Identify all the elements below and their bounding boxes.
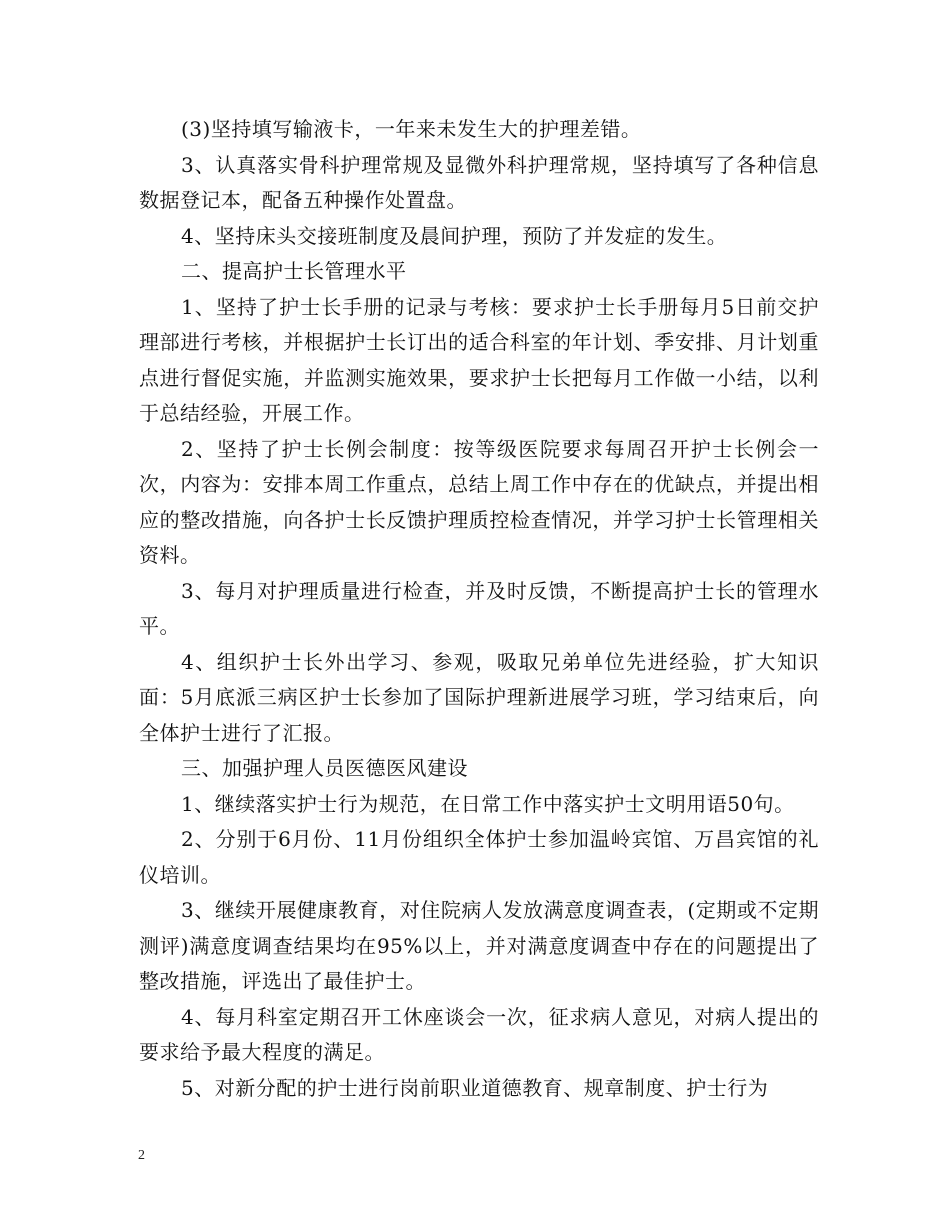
paragraph-7: 3、每月对护理质量进行检查，并及时反馈，不断提高护士长的管理水平。 [139,578,819,638]
paragraph-11: 2、分别于6月份、11月份组织全体护士参加温岭宾馆、万昌宾馆的礼仪培训。 [139,827,819,887]
paragraph-5: 1、坚持了护士长手册的记录与考核：要求护士长手册每月5日前交护理部进行考核，并根据护士长订出的适合科室的年计划、季安排、月计划重点进行督促实施，并监测实施效果，要求护士长把每月工作做一小结，以利于总结经验，开展工作。 [139,294,819,425]
paragraph-13: 4、每月科室定期召开工休座谈会一次，征求病人意见，对病人提出的要求给予最大程度的满足。 [139,1004,819,1064]
paragraph-10: 1、继续落实护士行为规范，在日常工作中落实护士文明用语50句。 [181,791,795,816]
paragraph-3: 4、坚持床头交接班制度及晨间护理，预防了并发症的发生。 [181,223,728,248]
paragraph-14: 5、对新分配的护士进行岗前职业道德教育、规章制度、护士行为 [181,1075,769,1100]
document-body [139,112,819,1106]
paragraph-8: 4、组织护士长外出学习、参观，吸取兄弟单位先进经验，扩大知识面：5月底派三病区护士长参加了国际护理新进展学习班，学习结束后，向全体护士进行了汇报。 [139,649,819,745]
page-number: 2 [138,1148,145,1163]
section-heading-3: 三、加强护理人员医德医风建设 [181,756,468,780]
paragraph-2: 3、认真落实骨科护理常规及显微外科护理常规，坚持填写了各种信息数据登记本，配备五种操作处置盘。 [139,152,819,212]
paragraph-12: 3、继续开展健康教育，对住院病人发放满意度调查表，(定期或不定期测评)满意度调查结果均在95%以上，并对满意度调查中存在的问题提出了整改措施，评选出了最佳护士。 [139,898,819,993]
section-heading-2: 二、提高护士长管理水平 [181,259,407,283]
paragraph-1: (3)坚持填写输液卡，一年来未发生大的护理差错。 [181,117,642,141]
paragraph-6: 2、坚持了护士长例会制度：按等级医院要求每周召开护士长例会一次，内容为：安排本周工作重点，总结上周工作中存在的优缺点，并提出相应的整改措施，向各护士长反馈护理质控检查情况，并学习护士长管理相关资料。 [139,436,819,567]
